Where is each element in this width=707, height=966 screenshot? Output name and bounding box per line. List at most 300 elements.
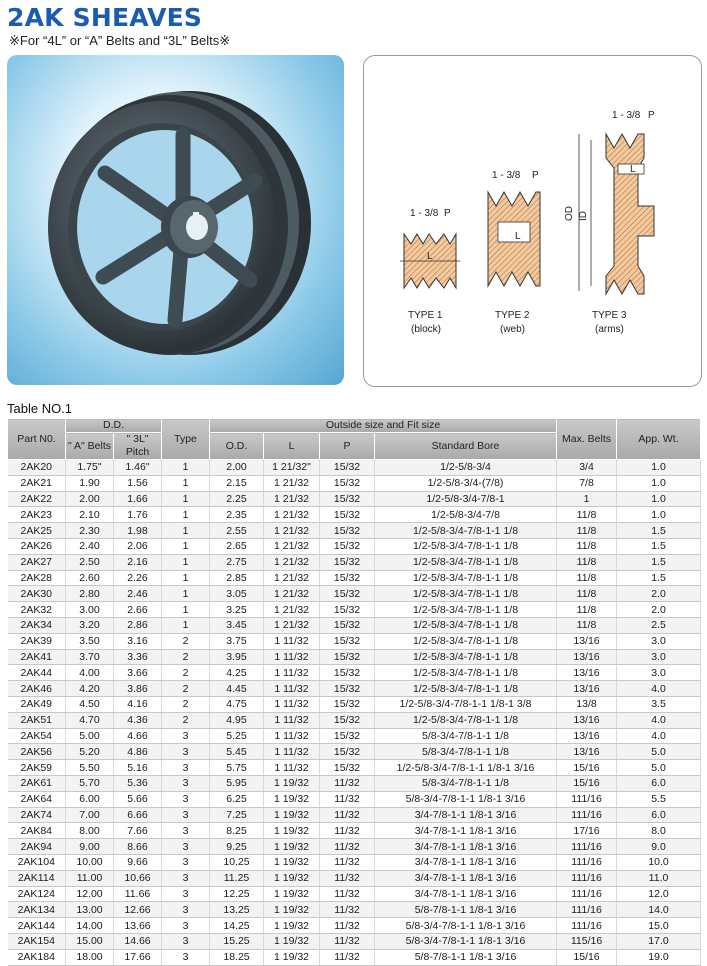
app-wt-cell: 5.5 xyxy=(617,791,701,807)
3l-pitch-cell: 5.36 xyxy=(114,775,162,791)
max-belts-cell: 13/16 xyxy=(557,728,617,744)
page-title: 2AK SHEAVES xyxy=(7,3,203,32)
part-no-cell: 2AK30 xyxy=(8,586,66,602)
part-no-cell: 2AK54 xyxy=(8,728,66,744)
table-row xyxy=(8,760,701,776)
table-row xyxy=(8,460,701,476)
a-belts-cell: 8.00 xyxy=(66,823,114,839)
part-no-cell: 2AK20 xyxy=(8,460,66,476)
type3-drawing xyxy=(564,110,655,335)
a-belts-cell: 3.00 xyxy=(66,602,114,618)
header-outside-size: Outside size and Fit size xyxy=(210,419,557,433)
table-row xyxy=(8,949,701,965)
a-belts-cell: 13.00 xyxy=(66,902,114,918)
a-belts-cell: 9.00 xyxy=(66,839,114,855)
part-no-cell: 2AK124 xyxy=(8,886,66,902)
od-cell: 3.45 xyxy=(210,617,264,633)
part-no-cell: 2AK56 xyxy=(8,744,66,760)
app-wt-cell: 1.0 xyxy=(617,460,701,476)
l-cell: 1 21/32 xyxy=(264,602,320,618)
part-no-cell: 2AK23 xyxy=(8,507,66,523)
max-belts-cell: 1 xyxy=(557,491,617,507)
app-wt-cell: 4.0 xyxy=(617,681,701,697)
max-belts-cell: 15/16 xyxy=(557,775,617,791)
type-cell: 3 xyxy=(162,870,210,886)
app-wt-cell: 1.5 xyxy=(617,538,701,554)
p-cell: 15/32 xyxy=(320,460,375,476)
od-cell: 9.25 xyxy=(210,839,264,855)
l-cell: 1 21/32" xyxy=(264,460,320,476)
type-cell: 1 xyxy=(162,586,210,602)
od-cell: 3.75 xyxy=(210,633,264,649)
a-belts-cell: 5.00 xyxy=(66,728,114,744)
3l-pitch-cell: 2.86 xyxy=(114,617,162,633)
app-wt-cell: 2.0 xyxy=(617,586,701,602)
a-belts-cell: 4.00 xyxy=(66,665,114,681)
part-no-cell: 2AK59 xyxy=(8,760,66,776)
app-wt-cell: 1.0 xyxy=(617,507,701,523)
app-wt-cell: 1.0 xyxy=(617,475,701,491)
table-row xyxy=(8,554,701,570)
l-cell: 1 11/32 xyxy=(264,728,320,744)
type-cell: 3 xyxy=(162,744,210,760)
l-cell: 1 21/32 xyxy=(264,538,320,554)
od-cell: 15.25 xyxy=(210,933,264,949)
app-wt-cell: 4.0 xyxy=(617,712,701,728)
standard-bore-cell: 1/2-5/8-3/4-7/8-1-1 1/8 xyxy=(375,633,557,649)
type-cell: 2 xyxy=(162,665,210,681)
sheave-photo xyxy=(7,55,344,385)
type-cell: 3 xyxy=(162,918,210,934)
3l-pitch-cell: 17.66 xyxy=(114,949,162,965)
table-row xyxy=(8,839,701,855)
app-wt-cell: 6.0 xyxy=(617,807,701,823)
table-row xyxy=(8,886,701,902)
table-row xyxy=(8,681,701,697)
sheave-illustration xyxy=(7,55,344,385)
standard-bore-cell: 1/2-5/8-3/4-7/8-1-1 1/8 xyxy=(375,681,557,697)
max-belts-cell: 13/16 xyxy=(557,712,617,728)
part-no-cell: 2AK61 xyxy=(8,775,66,791)
table-row xyxy=(8,586,701,602)
a-belts-cell: 14.00 xyxy=(66,918,114,934)
max-belts-cell: 13/16 xyxy=(557,649,617,665)
max-belts-cell: 111/16 xyxy=(557,854,617,870)
type-cell: 1 xyxy=(162,570,210,586)
app-wt-cell: 2.5 xyxy=(617,617,701,633)
part-no-cell: 2AK49 xyxy=(8,696,66,712)
app-wt-cell: 1.5 xyxy=(617,523,701,539)
p-cell: 15/32 xyxy=(320,681,375,697)
max-belts-cell: 13/16 xyxy=(557,665,617,681)
od-cell: 3.05 xyxy=(210,586,264,602)
sheave-spec-table xyxy=(7,418,701,966)
table-row xyxy=(8,807,701,823)
table-row xyxy=(8,570,701,586)
type-cell: 3 xyxy=(162,823,210,839)
a-belts-cell: 11.00 xyxy=(66,870,114,886)
p-cell: 15/32 xyxy=(320,491,375,507)
standard-bore-cell: 5/8-7/8-1-1 1/8-1 3/16 xyxy=(375,902,557,918)
table-body xyxy=(8,460,701,966)
type-cell: 2 xyxy=(162,681,210,697)
type-cell: 1 xyxy=(162,460,210,476)
a-belts-cell: 4.20 xyxy=(66,681,114,697)
l-cell: 1 11/32 xyxy=(264,649,320,665)
standard-bore-cell: 1/2-5/8-3/4-7/8-1-1 1/8 xyxy=(375,649,557,665)
3l-pitch-cell: 10.66 xyxy=(114,870,162,886)
standard-bore-cell: 5/8-3/4-7/8-1-1 1/8 xyxy=(375,744,557,760)
type-cell: 3 xyxy=(162,949,210,965)
part-no-cell: 2AK114 xyxy=(8,870,66,886)
standard-bore-cell: 5/8-3/4-7/8-1-1 1/8-1 3/16 xyxy=(375,918,557,934)
a-belts-cell: 7.00 xyxy=(66,807,114,823)
type2-p-label: P xyxy=(532,170,539,181)
app-wt-cell: 3.0 xyxy=(617,649,701,665)
max-belts-cell: 111/16 xyxy=(557,839,617,855)
max-belts-cell: 3/4 xyxy=(557,460,617,476)
type-cell: 1 xyxy=(162,507,210,523)
part-no-cell: 2AK84 xyxy=(8,823,66,839)
a-belts-cell: 15.00 xyxy=(66,933,114,949)
standard-bore-cell: 1/2-5/8-3/4-7/8-1-1 1/8 xyxy=(375,523,557,539)
3l-pitch-cell: 5.16 xyxy=(114,760,162,776)
l-cell: 1 21/32 xyxy=(264,617,320,633)
type-cell: 3 xyxy=(162,854,210,870)
3l-pitch-cell: 3.36 xyxy=(114,649,162,665)
type-cell: 2 xyxy=(162,633,210,649)
a-belts-cell: 2.60 xyxy=(66,570,114,586)
table-row xyxy=(8,649,701,665)
p-cell: 15/32 xyxy=(320,475,375,491)
table-row xyxy=(8,870,701,886)
a-belts-cell: 2.00 xyxy=(66,491,114,507)
standard-bore-cell: 3/4-7/8-1-1 1/8-1 3/16 xyxy=(375,823,557,839)
p-cell: 15/32 xyxy=(320,665,375,681)
standard-bore-cell: 1/2-5/8-3/4-7/8-1-1 1/8 xyxy=(375,665,557,681)
part-no-cell: 2AK34 xyxy=(8,617,66,633)
a-belts-cell: 2.10 xyxy=(66,507,114,523)
l-cell: 1 21/32 xyxy=(264,523,320,539)
part-no-cell: 2AK74 xyxy=(8,807,66,823)
a-belts-cell: 3.70 xyxy=(66,649,114,665)
max-belts-cell: 15/16 xyxy=(557,949,617,965)
app-wt-cell: 3.5 xyxy=(617,696,701,712)
part-no-cell: 2AK27 xyxy=(8,554,66,570)
table-caption: Table NO.1 xyxy=(7,401,73,416)
od-cell: 6.25 xyxy=(210,791,264,807)
max-belts-cell: 11/8 xyxy=(557,586,617,602)
a-belts-cell: 5.20 xyxy=(66,744,114,760)
p-cell: 15/32 xyxy=(320,696,375,712)
p-cell: 11/32 xyxy=(320,933,375,949)
a-belts-cell: 3.50 xyxy=(66,633,114,649)
3l-pitch-cell: 4.36 xyxy=(114,712,162,728)
standard-bore-cell: 1/2-5/8-3/4-7/8-1-1 1/8-1 3/8 xyxy=(375,696,557,712)
a-belts-cell: 5.70 xyxy=(66,775,114,791)
standard-bore-cell: 5/8-3/4-7/8-1-1 1/8-1 3/16 xyxy=(375,791,557,807)
l-cell: 1 21/32 xyxy=(264,554,320,570)
table-row xyxy=(8,902,701,918)
a-belts-cell: 2.80 xyxy=(66,586,114,602)
l-cell: 1 11/32 xyxy=(264,696,320,712)
standard-bore-cell: 1/2-5/8-3/4-7/8-1-1 1/8 xyxy=(375,570,557,586)
table-row xyxy=(8,712,701,728)
app-wt-cell: 4.0 xyxy=(617,728,701,744)
type-cell: 3 xyxy=(162,839,210,855)
od-cell: 14.25 xyxy=(210,918,264,934)
max-belts-cell: 111/16 xyxy=(557,791,617,807)
l-cell: 1 19/32 xyxy=(264,918,320,934)
header-od: O.D. xyxy=(210,433,264,460)
a-belts-cell: 18.00 xyxy=(66,949,114,965)
type-cell: 1 xyxy=(162,554,210,570)
header-max-belts: Max. Belts xyxy=(557,419,617,460)
part-no-cell: 2AK134 xyxy=(8,902,66,918)
app-wt-cell: 11.0 xyxy=(617,870,701,886)
type-cell: 1 xyxy=(162,602,210,618)
3l-pitch-cell: 5.66 xyxy=(114,791,162,807)
part-no-cell: 2AK32 xyxy=(8,602,66,618)
a-belts-cell: 2.30 xyxy=(66,523,114,539)
l-cell: 1 19/32 xyxy=(264,870,320,886)
max-belts-cell: 11/8 xyxy=(557,507,617,523)
od-cell: 5.75 xyxy=(210,760,264,776)
p-cell: 15/32 xyxy=(320,554,375,570)
od-cell: 4.75 xyxy=(210,696,264,712)
od-cell: 11.25 xyxy=(210,870,264,886)
max-belts-cell: 15/16 xyxy=(557,760,617,776)
l-cell: 1 21/32 xyxy=(264,586,320,602)
app-wt-cell: 3.0 xyxy=(617,665,701,681)
header-3l-pitch: " 3L" Pitch xyxy=(114,433,162,460)
max-belts-cell: 111/16 xyxy=(557,807,617,823)
type-cell: 1 xyxy=(162,523,210,539)
standard-bore-cell: 1/2-5/8-3/4-7/8-1-1 1/8-1 3/16 xyxy=(375,760,557,776)
app-wt-cell: 3.0 xyxy=(617,633,701,649)
type3-od-label: OD xyxy=(564,206,575,221)
standard-bore-cell: 3/4-7/8-1-1 1/8-1 3/16 xyxy=(375,870,557,886)
p-cell: 15/32 xyxy=(320,760,375,776)
app-wt-cell: 9.0 xyxy=(617,839,701,855)
max-belts-cell: 11/8 xyxy=(557,554,617,570)
part-no-cell: 2AK184 xyxy=(8,949,66,965)
standard-bore-cell: 1/2-5/8-3/4-7/8-1-1 1/8 xyxy=(375,617,557,633)
table-row xyxy=(8,491,701,507)
table-row xyxy=(8,728,701,744)
3l-pitch-cell: 3.86 xyxy=(114,681,162,697)
3l-pitch-cell: 3.66 xyxy=(114,665,162,681)
od-cell: 2.65 xyxy=(210,538,264,554)
part-no-cell: 2AK46 xyxy=(8,681,66,697)
max-belts-cell: 13/16 xyxy=(557,681,617,697)
standard-bore-cell: 1/2-5/8-3/4-(7/8) xyxy=(375,475,557,491)
p-cell: 15/32 xyxy=(320,617,375,633)
type-cell: 2 xyxy=(162,696,210,712)
p-cell: 15/32 xyxy=(320,538,375,554)
type-cell: 1 xyxy=(162,617,210,633)
max-belts-cell: 11/8 xyxy=(557,617,617,633)
od-cell: 12.25 xyxy=(210,886,264,902)
table-row xyxy=(8,538,701,554)
app-wt-cell: 8.0 xyxy=(617,823,701,839)
od-cell: 7.25 xyxy=(210,807,264,823)
part-no-cell: 2AK25 xyxy=(8,523,66,539)
3l-pitch-cell: 1.46" xyxy=(114,460,162,476)
type2-drawing xyxy=(488,170,540,335)
header-a-belts: " A" Belts xyxy=(66,433,114,460)
3l-pitch-cell: 8.66 xyxy=(114,839,162,855)
od-cell: 3.25 xyxy=(210,602,264,618)
table-row xyxy=(8,823,701,839)
3l-pitch-cell: 2.16 xyxy=(114,554,162,570)
header-part-no: Part N0. xyxy=(8,419,66,460)
p-cell: 15/32 xyxy=(320,602,375,618)
standard-bore-cell: 1/2-5/8-3/4-7/8-1 xyxy=(375,491,557,507)
table-row xyxy=(8,523,701,539)
od-cell: 8.25 xyxy=(210,823,264,839)
max-belts-cell: 13/8 xyxy=(557,696,617,712)
type1-name: TYPE 1 xyxy=(408,310,443,321)
app-wt-cell: 5.0 xyxy=(617,744,701,760)
sheave-types-diagram xyxy=(363,55,702,387)
standard-bore-cell: 3/4-7/8-1-1 1/8-1 3/16 xyxy=(375,886,557,902)
p-cell: 11/32 xyxy=(320,807,375,823)
table-row xyxy=(8,744,701,760)
part-no-cell: 2AK41 xyxy=(8,649,66,665)
od-cell: 13.25 xyxy=(210,902,264,918)
3l-pitch-cell: 1.98 xyxy=(114,523,162,539)
table-row xyxy=(8,918,701,934)
app-wt-cell: 15.0 xyxy=(617,918,701,934)
table-row xyxy=(8,791,701,807)
3l-pitch-cell: 1.56 xyxy=(114,475,162,491)
type3-desc: (arms) xyxy=(595,324,624,335)
table-row xyxy=(8,775,701,791)
od-cell: 4.95 xyxy=(210,712,264,728)
3l-pitch-cell: 2.26 xyxy=(114,570,162,586)
max-belts-cell: 13/16 xyxy=(557,633,617,649)
3l-pitch-cell: 7.66 xyxy=(114,823,162,839)
p-cell: 11/32 xyxy=(320,949,375,965)
type-cell: 3 xyxy=(162,791,210,807)
part-no-cell: 2AK104 xyxy=(8,854,66,870)
standard-bore-cell: 5/8-3/4-7/8-1-1 1/8 xyxy=(375,728,557,744)
max-belts-cell: 17/16 xyxy=(557,823,617,839)
od-cell: 5.95 xyxy=(210,775,264,791)
type-cell: 3 xyxy=(162,760,210,776)
part-no-cell: 2AK22 xyxy=(8,491,66,507)
table-row xyxy=(8,933,701,949)
p-cell: 11/32 xyxy=(320,791,375,807)
p-cell: 15/32 xyxy=(320,649,375,665)
app-wt-cell: 6.0 xyxy=(617,775,701,791)
type2-dim-label: 1 - 3/8 xyxy=(492,170,521,181)
3l-pitch-cell: 2.06 xyxy=(114,538,162,554)
standard-bore-cell: 5/8-7/8-1-1 1/8-1 3/16 xyxy=(375,949,557,965)
p-cell: 11/32 xyxy=(320,886,375,902)
p-cell: 11/32 xyxy=(320,902,375,918)
od-cell: 5.25 xyxy=(210,728,264,744)
3l-pitch-cell: 13.66 xyxy=(114,918,162,934)
3l-pitch-cell: 12.66 xyxy=(114,902,162,918)
p-cell: 11/32 xyxy=(320,823,375,839)
header-p: P xyxy=(320,433,375,460)
max-belts-cell: 115/16 xyxy=(557,933,617,949)
type3-dim-label: 1 - 3/8 xyxy=(612,110,641,121)
type-cell: 3 xyxy=(162,728,210,744)
a-belts-cell: 6.00 xyxy=(66,791,114,807)
l-cell: 1 11/32 xyxy=(264,712,320,728)
max-belts-cell: 111/16 xyxy=(557,886,617,902)
standard-bore-cell: 1/2-5/8-3/4-7/8-1-1 1/8 xyxy=(375,712,557,728)
od-cell: 10.25 xyxy=(210,854,264,870)
p-cell: 15/32 xyxy=(320,633,375,649)
od-cell: 2.35 xyxy=(210,507,264,523)
header-l: L xyxy=(264,433,320,460)
3l-pitch-cell: 1.76 xyxy=(114,507,162,523)
a-belts-cell: 10.00 xyxy=(66,854,114,870)
a-belts-cell: 2.40 xyxy=(66,538,114,554)
type-cell: 2 xyxy=(162,712,210,728)
table-row xyxy=(8,617,701,633)
type1-desc: (block) xyxy=(411,324,442,335)
standard-bore-cell: 1/2-5/8-3/4 xyxy=(375,460,557,476)
p-cell: 11/32 xyxy=(320,918,375,934)
l-cell: 1 19/32 xyxy=(264,933,320,949)
header-dd: D.D. xyxy=(66,419,162,433)
type-cell: 2 xyxy=(162,649,210,665)
p-cell: 11/32 xyxy=(320,775,375,791)
od-cell: 5.45 xyxy=(210,744,264,760)
type-cell: 1 xyxy=(162,491,210,507)
table-row xyxy=(8,854,701,870)
a-belts-cell: 4.70 xyxy=(66,712,114,728)
part-no-cell: 2AK21 xyxy=(8,475,66,491)
l-cell: 1 19/32 xyxy=(264,886,320,902)
part-no-cell: 2AK44 xyxy=(8,665,66,681)
type-cell: 3 xyxy=(162,933,210,949)
type1-p-label: P xyxy=(444,208,451,219)
max-belts-cell: 11/8 xyxy=(557,570,617,586)
table-row xyxy=(8,696,701,712)
l-cell: 1 19/32 xyxy=(264,949,320,965)
l-cell: 1 11/32 xyxy=(264,665,320,681)
max-belts-cell: 7/8 xyxy=(557,475,617,491)
3l-pitch-cell: 3.16 xyxy=(114,633,162,649)
p-cell: 15/32 xyxy=(320,712,375,728)
od-cell: 18.25 xyxy=(210,949,264,965)
p-cell: 15/32 xyxy=(320,744,375,760)
l-cell: 1 11/32 xyxy=(264,760,320,776)
l-cell: 1 19/32 xyxy=(264,902,320,918)
p-cell: 11/32 xyxy=(320,870,375,886)
p-cell: 15/32 xyxy=(320,507,375,523)
standard-bore-cell: 3/4-7/8-1-1 1/8-1 3/16 xyxy=(375,839,557,855)
l-cell: 1 19/32 xyxy=(264,791,320,807)
standard-bore-cell: 1/2-5/8-3/4-7/8-1-1 1/8 xyxy=(375,586,557,602)
type-cell: 3 xyxy=(162,807,210,823)
p-cell: 11/32 xyxy=(320,839,375,855)
type2-l-label: L xyxy=(515,231,521,242)
standard-bore-cell: 5/8-3/4-7/8-1-1 1/8-1 3/16 xyxy=(375,933,557,949)
part-no-cell: 2AK154 xyxy=(8,933,66,949)
od-cell: 4.25 xyxy=(210,665,264,681)
3l-pitch-cell: 4.86 xyxy=(114,744,162,760)
standard-bore-cell: 1/2-5/8-3/4-7/8-1-1 1/8 xyxy=(375,602,557,618)
p-cell: 15/32 xyxy=(320,523,375,539)
p-cell: 15/32 xyxy=(320,728,375,744)
